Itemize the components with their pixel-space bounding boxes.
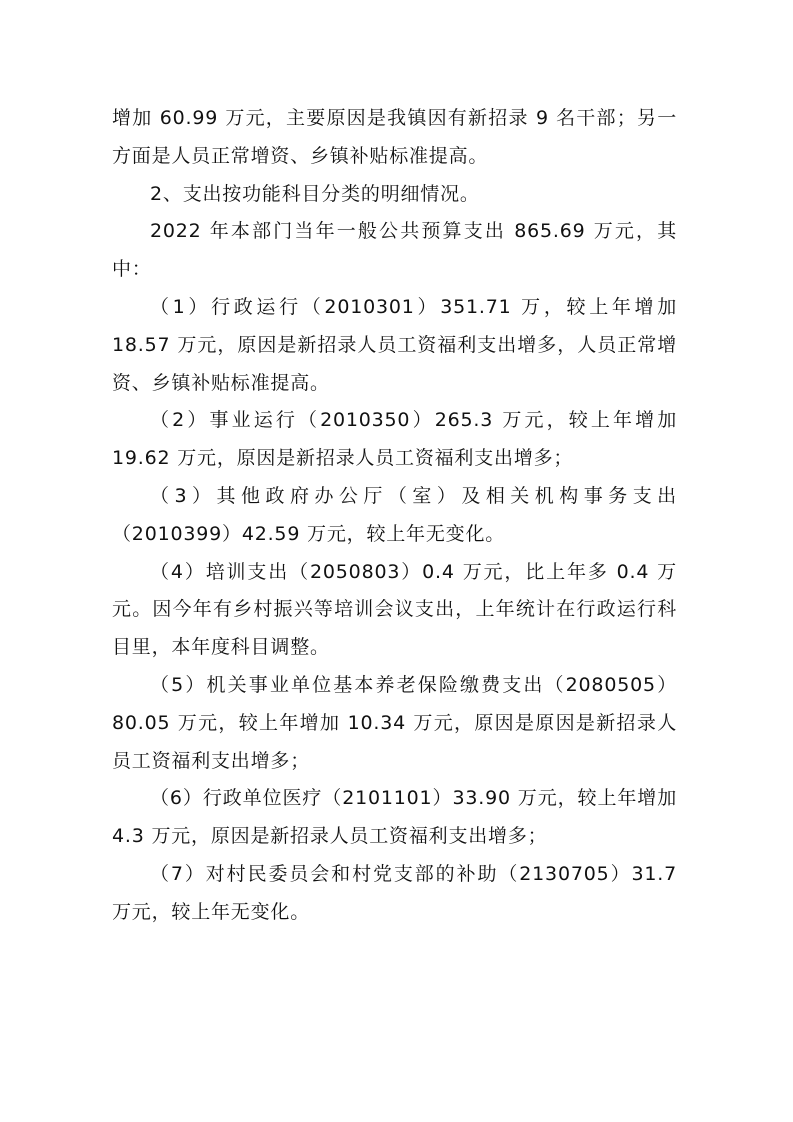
paragraph-item-3: （3）其他政府办公厅（室）及相关机构事务支出（2010399）42.59 万元，较上年无变化。 bbox=[112, 484, 677, 545]
paragraph-item-6: （6）行政单位医疗（2101101）33.90 万元，较上年增加 4.3 万元，原因是新招录人员工资福利支出增多； bbox=[112, 787, 677, 848]
paragraph-item-2: （2）事业运行（2010350）265.3 万元，较上年增加 19.62 万元，原因是新招录人员工资福利支出增多； bbox=[112, 409, 677, 470]
paragraph-item-4: （4）培训支出（2050803）0.4 万元，比上年多 0.4 万元。因今年有乡村振兴等培训会议支出，上年统计在行政运行科目里，本年度科目调整。 bbox=[112, 560, 677, 659]
paragraph-total-expenditure: 2022 年本部门当年一般公共预算支出 865.69 万元，其中： bbox=[112, 220, 677, 281]
paragraph-item-5: （5）机关事业单位基本养老保险缴费支出（2080505）80.05 万元，较上年增加 10.34 万元，原因是原因是新招录人员工资福利支出增多； bbox=[112, 673, 677, 772]
document-body bbox=[112, 100, 677, 932]
paragraph-item-7: （7）对村民委员会和村党支部的补助（2130705）31.7 万元，较上年无变化。 bbox=[112, 862, 677, 923]
paragraph-continuation: 增加 60.99 万元，主要原因是我镇因有新招录 9 名干部；另一方面是人员正常增资、乡镇补贴标准提高。 bbox=[112, 107, 677, 167]
paragraph-item-1: （1）行政运行（2010301）351.71 万，较上年增加 18.57 万元，原因是新招录人员工资福利支出增多，人员正常增资、乡镇补贴标准提高。 bbox=[112, 295, 677, 394]
paragraph-section-heading: 2、支出按功能科目分类的明细情况。 bbox=[150, 182, 480, 205]
